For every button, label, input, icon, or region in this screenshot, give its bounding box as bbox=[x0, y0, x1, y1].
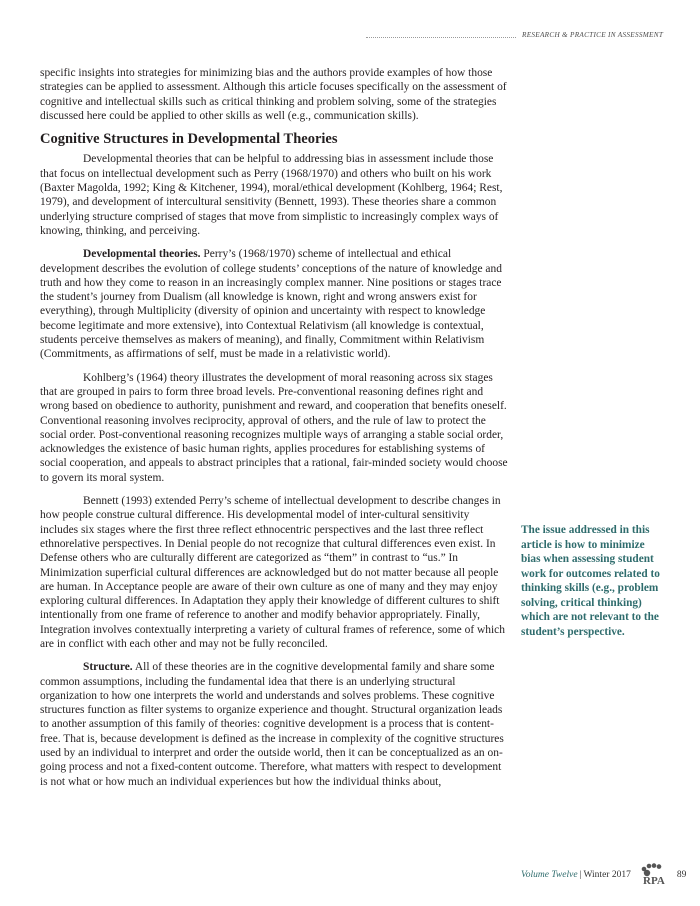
paragraph-structure bbox=[40, 660, 510, 789]
intro-paragraph: specific insights into strategies for minimizing bias and the authors provide examples of how those strategies can be applied to assessment. Although this article focuses specifically on the assessment of cognitive and intellectual skills such as critical thinking and problem solving, some of the strategies discussed here could be applied to other skills as well (e.g., communication skills). bbox=[40, 67, 507, 122]
paragraph-kohlberg: Kohlberg’s (1964) theory illustrates the development of moral reasoning across six stages that are grouped in pairs to form three broad levels. Pre-conventional reasoning defines right and wrong based on obedience to authority, punishment and reward, and cooperation that benefits oneself. Conventional reasoning involves reciprocity, approval of others, and the rule of law to protect the social order. Post-conventional reasoning recognizes multiple ways of arranging a stable social order, acknowledges the existence of basic human rights, applies procedures for establishing systems of social cooperation, and appeals to abstract principles that a rational, fair-minded society would choose to govern its moral system. bbox=[40, 371, 508, 484]
pull-quote: The issue addressed in this article is how to minimize bias when assessing student work for outcomes related to thinking skills (e.g., problem solving, critical thinking) which are not relevant to the student’s perspective. bbox=[521, 524, 660, 638]
runin-heading-structure: Structure. bbox=[83, 661, 133, 674]
footer-volume: Volume Twelve bbox=[521, 870, 578, 880]
page-number: 89 bbox=[676, 870, 687, 880]
paragraph-text: Perry’s (1968/1970) scheme of intellectual and ethical development describes the evolution of college students’ conceptions of the nature of knowledge and truth and how they come to reason in an increasingly complex manner. Nine positions or stages trace the student’s journey from Dualism (all knowledge is known, right and wrong answers exist for everything), through Multiplicity (diversity of opinion and uncertainty with respect to knowledge become legitimate and more extensive), into Contextual Relativism (all knowledge is contextual, students perceive themselves as makers of meaning), and finally, Commitment within Relativism (Commitments, as affirmations of self, must be made in a relativistic world). bbox=[40, 248, 502, 361]
runin-heading-developmental-theories: Developmental theories. bbox=[83, 248, 201, 261]
svg-text:RPA: RPA bbox=[642, 875, 665, 887]
header-dotted-rule bbox=[366, 37, 516, 38]
paragraph-text: All of these theories are in the cognitive developmental family and share some common assumptions, including the fundamental idea that there is an underlying structural organization to how one interprets the world and understands and solves problems. These cognitive structures function as filter systems to organize experience and thought. Structural organization leads to another assumption of this family of theories: cognitive development is a process that is content-free. That is, because development is defined as the increase in complexity of the cognitive structures used by an individual to interpret and order the outside world, then it can be conceptualized as an on-going process and not a fixed-content outcome. Therefore, what matters with respect to development is not what or how much an individual experiences but how the individual thinks about, bbox=[40, 661, 504, 788]
footer-date: Winter 2017 bbox=[583, 870, 631, 880]
paragraph-developmental-intro: Developmental theories that can be helpful to addressing bias in assessment include those that focus on intellectual development such as Perry (1968/1970) and others who built on his work (Baxter Magolda, 1992; King & Kitchener, 1994), moral/ethical development (Kohlberg, 1964; Rest, 1979), and development of intercultural sensitivity (Bennett, 1993). These theories share a common underlying structure comprised of stages that move from simplistic to increasingly complex ways of knowing, thinking, and perceiving. bbox=[40, 153, 503, 237]
footer-separator: | bbox=[579, 870, 582, 880]
page-footer bbox=[521, 865, 686, 885]
paragraph-bennett: Bennett (1993) extended Perry’s scheme of intellectual development to describe changes in how people construe cultural difference. His developmental model of inter-cultural sensitivity includes six stages where the first three reflect ethnocentric perspectives and the last three reflect ethnorelative perspectives. In Denial people do not recognize that cultural differences even exist. In Defense others who are culturally different are categorized as “them” in contrast to “us.” In Minimization superficial cultural differences are acknowledged but do not matter because all people are human. In Acceptance people are aware of their own culture as one of many and they may enjoy exploring cultural differences. In Adaptation they apply their knowledge of different cultures to shift intentionally from one frame of reference to another and modify behavior appropriately. Finally, Integration involves contextually interpreting a variety of cultural frames of reference, some of which are in conflict with each other and may not be fully reconciled. bbox=[40, 495, 505, 650]
running-header: RESEARCH & PRACTICE IN ASSESSMENT bbox=[522, 31, 664, 39]
paragraph-developmental-theories bbox=[40, 247, 510, 361]
rpa-logo-icon bbox=[637, 863, 671, 887]
article-body bbox=[40, 66, 510, 798]
section-heading: Cognitive Structures in Developmental Theories bbox=[40, 131, 338, 148]
